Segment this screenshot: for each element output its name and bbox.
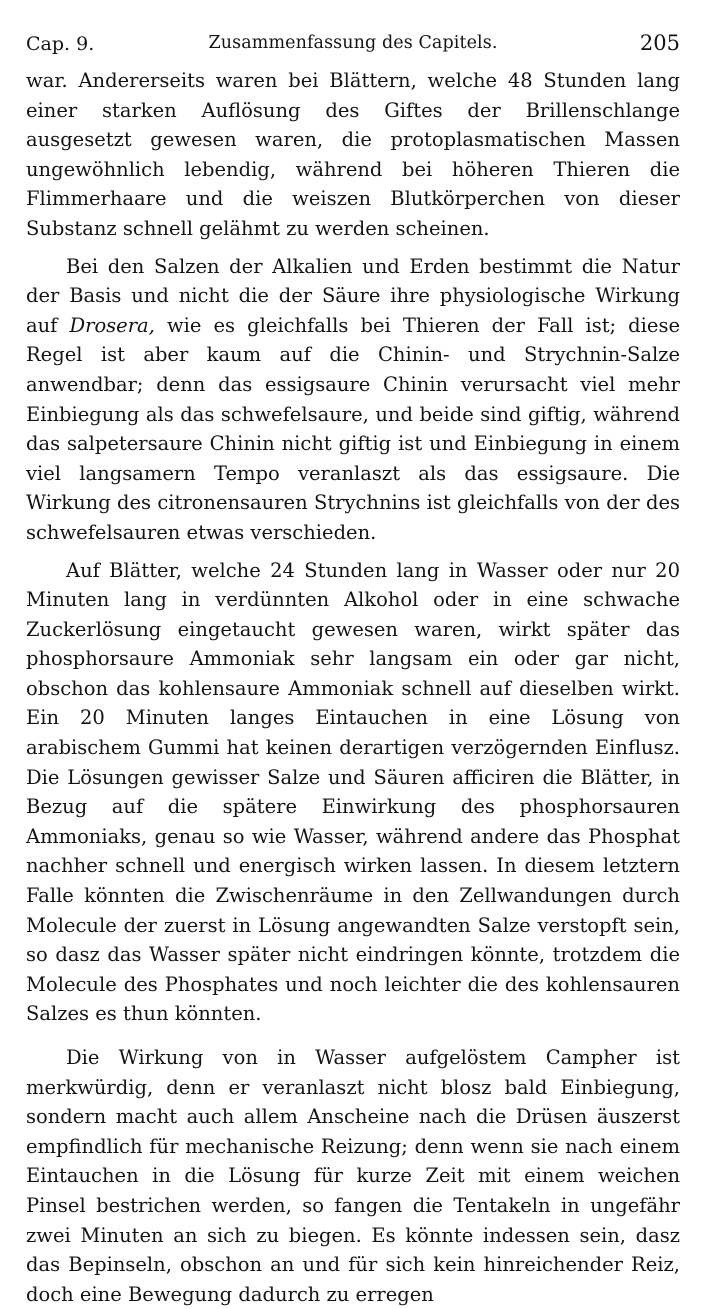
paragraph-2-italic-drosera: Drosera, (69, 313, 155, 337)
paragraph-1: war. Andererseits waren bei Blättern, welche 48 Stunden lang einer starken Auflösung des Giftes der Brillenschlange ausgesetzt gewesen waren, die protoplasmatischen Massen ungewöhnlich lebendig, während bei höheren Thieren die Flimmerhaare und die weiszen Blutkörperchen von dieser Substanz schnell gelähmt zu werden scheinen. (26, 69, 680, 240)
paragraph-gap (26, 244, 680, 252)
paragraph-4: Die Wirkung von in Wasser aufgelöstem Campher ist merkwürdig, denn er veranlaszt nicht blosz bald Einbiegung, sondern macht auch allem Anscheine nach die Drüsen äuszerst empfindlich für mechanische Reizung; denn wenn sie nach einem Eintauchen in die Lösung für kurze Zeit mit einem weichen Pinsel bestrichen werden, so fangen die Tentakeln in ungefähr zwei Minuten an sich zu biegen. Es könnte indessen sein, dasz das Bepinseln, obschon an und für sich kein hinreichender Reiz, doch eine Bewegung dadurch zu erregen (26, 1046, 680, 1306)
document-page (26, 0, 680, 1309)
chapter-title: Zusammenfassung des Capitels. (208, 33, 498, 53)
page-number: 205 (639, 31, 680, 55)
paragraph-2-text-a: Bei den Salzen der Alkalien und Erden bestimmt die Natur der Basis und nicht die der Säure ihre physiologische Wirkung auf (26, 254, 680, 337)
paragraph-2-text-b: wie es gleichfalls bei Thieren der Fall ist; diese Regel ist aber kaum auf die Chinin- und Strychnin-Salze anwendbar; denn das essigsaure Chinin verursacht viel mehr Einbiegung als das schwefelsaure, und beide sind giftig, während das salpetersaure Chinin nicht giftig ist und Einbiegung in einem viel langsamern Tempo veranlaszt als das essigsaure. Die Wirkung des citronensauren Strychnins ist gleichfalls von der des schwefelsauren etwas verschieden. (26, 313, 680, 544)
paragraph-gap (26, 548, 680, 556)
paragraph-gap (26, 1029, 680, 1043)
running-head (26, 0, 680, 66)
paragraph-3: Auf Blätter, welche 24 Stunden lang in Wasser oder nur 20 Minuten lang in verdünnten Alkohol oder in eine schwache Zuckerlösung eingetaucht gewesen waren, wirkt später das phosphorsaure Ammoniak sehr langsam ein oder gar nicht, obschon das kohlensaure Ammoniak schnell auf dieselben wirkt. Ein 20 Minuten langes Eintauchen in eine Lösung von arabischem Gummi hat keinen derartigen verzögernden Einflusz. Die Lösungen gewisser Salze und Säuren afficiren die Blätter, in Bezug auf die spätere Einwirkung des phosphorsauren Ammoniaks, genau so wie Wasser, während andere das Phosphat nachher schnell und energisch wirken lassen. In diesem letztern Falle könnten die Zwischenräume in den Zellwandungen durch Molecule der zuerst in Lösung angewandten Salze verstopft sein, so dasz das Wasser später nicht eindringen könnte, trotzdem die Molecule des Phosphates und noch leichter die des kohlensauren Salzes es thun könnten. (26, 558, 680, 1026)
paragraph-2 (26, 252, 680, 548)
chapter-label: Cap. 9. (26, 33, 95, 55)
